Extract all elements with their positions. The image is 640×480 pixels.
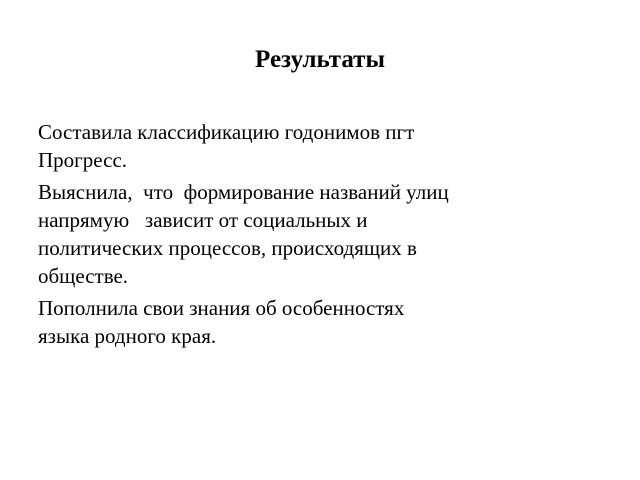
text-line: Прогресс. (38, 148, 128, 172)
text-line: обществе. (38, 264, 129, 288)
text-line: Выяснила, что формирование названий улиц (38, 180, 449, 204)
text-line: напрямую зависит от социальных и (38, 208, 368, 232)
text-line: языка родного края. (38, 324, 217, 348)
text-line: политических процессов, происходящих в (38, 236, 417, 260)
slide-body (38, 118, 598, 354)
paragraph-classification (38, 118, 598, 174)
paragraph-findings (38, 178, 598, 290)
text-line: Составила классификацию годонимов пгт (38, 120, 415, 144)
paragraph-knowledge (38, 294, 598, 350)
slide-title: Результаты (255, 46, 385, 73)
text-line: Пополнила свои знания об особенностях (38, 296, 405, 320)
